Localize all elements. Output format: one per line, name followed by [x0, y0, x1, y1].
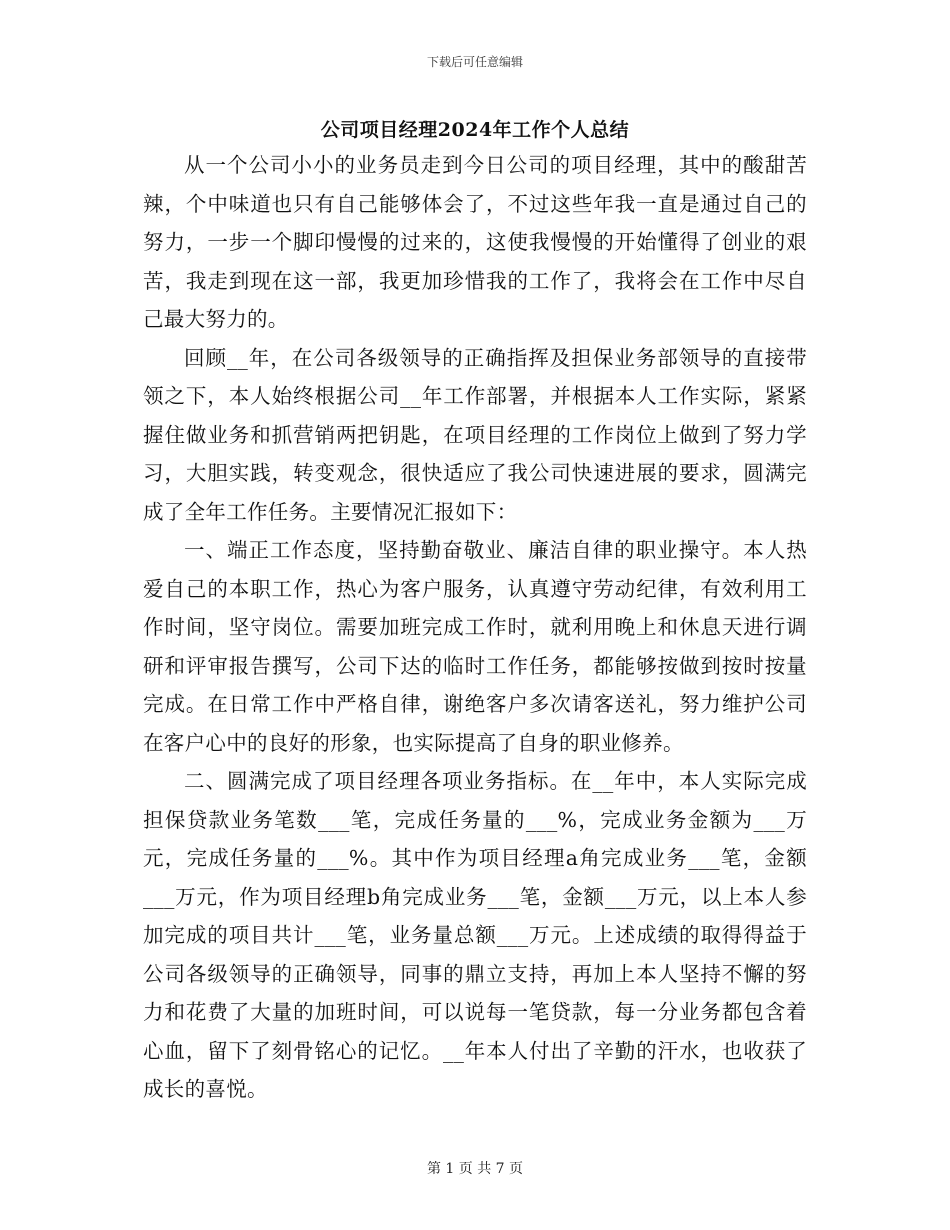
paragraph-intro: 从一个公司小小的业务员走到今日公司的项目经理，其中的酸甜苦辣，个中味道也只有自己能够体会了，不过这些年我一直是通过自己的努力，一步一个脚印慢慢的过来的，这使我慢慢的开始懂得了创业的艰苦，我走到现在这一部，我更加珍惜我的工作了，我将会在工作中尽自己最大努力的。 — [143, 153, 807, 331]
document-title: 公司项目经理2024年工作个人总结 — [320, 119, 630, 141]
page-number-footer: 第 1 页 共 7 页 — [426, 1161, 524, 1177]
header-note: 下载后可任意编辑 — [426, 55, 523, 69]
paragraph-performance: 二、圆满完成了项目经理各项业务指标。在__年中，本人实际完成担保贷款业务笔数___笔，完成任务量的___%，完成业务金额为___万元，完成任务量的___%。其中作为项目经理a角完成业务___笔，金额___万元，作为项目经理b角完成业务___笔，金额___万元，以上本人参加完成的项目共计___笔，业务量总额___万元。上述成绩的取得得益于公司各级领导的正确领导，同事的鼎立支持，再加上本人坚持不懈的努力和花费了大量的加班时间，可以说每一笔贷款，每一分业务都包含着心血，留下了刻骨铭心的记忆。__年本人付出了辛勤的汗水，也收获了成长的喜悦。 — [143, 769, 807, 1101]
paragraph-review: 回顾__年，在公司各级领导的正确指挥及担保业务部领导的直接带领之下，本人始终根据公司__年工作部署，并根据本人工作实际，紧紧握住做业务和抓营销两把钥匙，在项目经理的工作岗位上做到了努力学习，大胆实践，转变观念，很快适应了我公司快速进展的要求，圆满完成了全年工作任务。主要情况汇报如下： — [143, 345, 807, 524]
paragraph-attitude: 一、端正工作态度，坚持勤奋敬业、廉洁自律的职业操守。本人热爱自己的本职工作，热心为客户服务，认真遵守劳动纪律，有效利用工作时间，坚守岗位。需要加班完成工作时，就利用晚上和休息天进行调研和评审报告撰写，公司下达的临时工作任务，都能够按做到按时按量完成。在日常工作中严格自律，谢绝客户多次请客送礼，努力维护公司在客户心中的良好的形象，也实际提高了自身的职业修养。 — [143, 538, 807, 755]
document-body — [143, 146, 807, 1109]
